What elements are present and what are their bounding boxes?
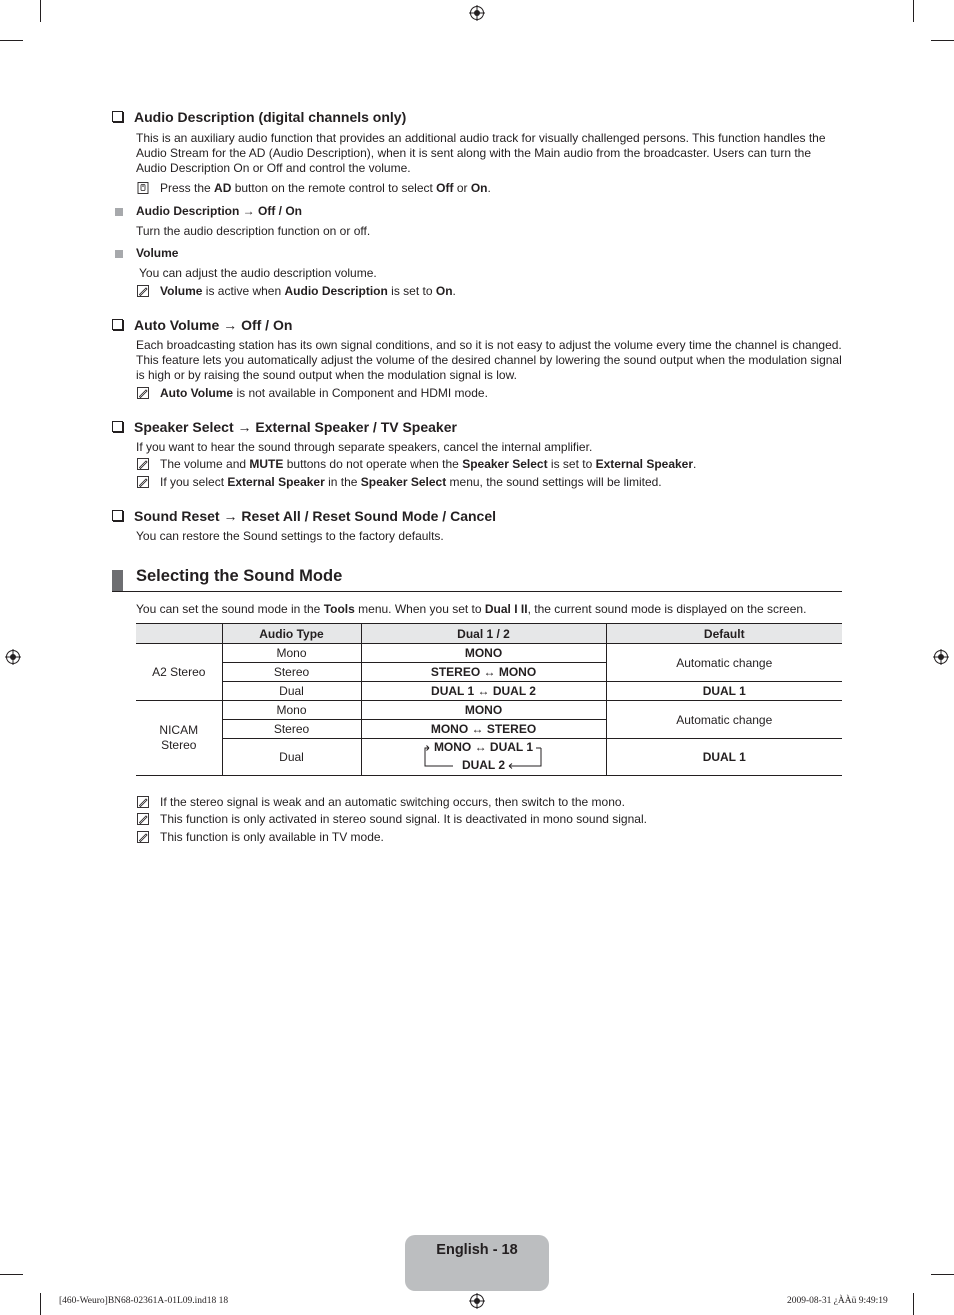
row-group-label <box>136 701 222 776</box>
speaker-select-body: If you want to hear the sound through separate speakers, cancel the internal amplifier. <box>136 440 593 454</box>
section-title-audio-description: Audio Description (digital channels only) <box>112 109 406 125</box>
audio-type-cell: Mono <box>222 701 361 720</box>
dual-cell: MONO <box>361 644 606 663</box>
audio-type-cell: Mono <box>222 644 361 663</box>
crop-mark <box>913 0 914 22</box>
section-title-auto-volume: Auto Volume → Off / On <box>112 317 292 333</box>
registration-mark-icon <box>469 5 485 21</box>
sound-reset-body: You can restore the Sound settings to the factory defaults. <box>136 529 444 543</box>
dual-cycle-line-2: DUAL 2 <box>461 758 506 772</box>
audio-description-body: This is an auxiliary audio function that provides an additional audio track for visually challenged persons. This function handles the Audio Stream for the AD (Audio Description), when it is sent along with the Main audio from the broadcaster. Users can turn the Audio Description On or Off and control the volume. <box>136 131 826 175</box>
cycle-arrow-icon <box>423 745 545 769</box>
dual-cycle-line-1: MONO ↔ DUAL 1 <box>433 740 534 754</box>
print-slug-right: 2009-08-31 ¿ÀÀü 9:49:19 <box>787 1296 888 1306</box>
heading-rule <box>112 591 842 592</box>
checkbox-bullet-icon <box>112 510 123 521</box>
sound-mode-note-3: This function is only available in TV mode. <box>160 830 384 844</box>
note-pencil-icon <box>137 458 149 470</box>
dual-cell: MONO <box>361 701 606 720</box>
row-group-label: A2 Stereo <box>136 644 222 701</box>
dual-cell: DUAL 1 ↔ DUAL 2 <box>361 682 606 701</box>
audio-type-cell: Stereo <box>222 663 361 682</box>
table-header-cell: Dual 1 / 2 <box>361 624 606 644</box>
note-pencil-icon <box>137 831 149 843</box>
square-bullet-icon <box>115 250 123 258</box>
auto-volume-body: Each broadcasting station has its own signal conditions, and so it is not easy to adjust the volume every time the channel is changed. This feature lets you automatically adjust the volume of the desired channel by lowering the sound output when the modulation signal is high or by raising the sound output when the modulation signal is low. <box>136 338 842 382</box>
crop-mark <box>40 0 41 22</box>
print-slug-left: [460-Weuro]BN68-02361A-01L09.ind18 18 <box>59 1296 229 1306</box>
volume-note: Volume is active when Audio Description is set to On. <box>160 284 456 298</box>
note-pencil-icon <box>137 796 149 808</box>
dual-cell: STEREO ↔ MONO <box>361 663 606 682</box>
default-cell: Automatic change <box>606 701 842 739</box>
section-title-sound-reset: Sound Reset → Reset All / Reset Sound Mode / Cancel <box>112 508 496 524</box>
table-row <box>136 701 842 720</box>
table-header-row <box>136 624 842 644</box>
registration-mark-icon <box>933 649 949 665</box>
default-cell: DUAL 1 <box>606 739 842 776</box>
section-title-speaker-select: Speaker Select → External Speaker / TV Speaker <box>112 419 457 435</box>
checkbox-bullet-icon <box>112 421 123 432</box>
sound-mode-note-2: This function is only activated in stereo sound signal. It is deactivated in mono sound signal. <box>160 812 647 826</box>
subsection-title-volume: Volume <box>136 246 179 260</box>
speaker-select-note-2: If you select External Speaker in the Speaker Select menu, the sound settings will be limited. <box>160 475 662 489</box>
page-number: English - 18 <box>436 1242 518 1258</box>
dual-cycle-cell <box>361 739 606 776</box>
note-pencil-icon <box>137 813 149 825</box>
nicam-label: NICAM Stereo <box>159 723 199 752</box>
default-cell: DUAL 1 <box>606 682 842 701</box>
checkbox-bullet-icon <box>112 319 123 330</box>
subsection-title-ad-onoff: Audio Description → Off / On <box>136 204 302 218</box>
note-pencil-icon <box>137 387 149 399</box>
default-cell: Automatic change <box>606 644 842 682</box>
table-row <box>136 644 842 663</box>
sound-mode-table <box>136 623 842 776</box>
crop-mark <box>931 40 954 41</box>
table-header-cell <box>136 624 222 644</box>
audio-type-cell: Dual <box>222 682 361 701</box>
registration-mark-icon <box>5 649 21 665</box>
dual-cell: MONO ↔ STEREO <box>361 720 606 739</box>
note-pencil-icon <box>137 476 149 488</box>
crop-mark <box>0 1274 23 1275</box>
speaker-select-note-1: The volume and MUTE buttons do not operate when the Speaker Select is set to External Speaker. <box>160 457 697 471</box>
sound-mode-intro: You can set the sound mode in the Tools menu. When you set to Dual I II, the current sound mode is displayed on the screen. <box>136 602 807 616</box>
audio-type-cell: Stereo <box>222 720 361 739</box>
subsection-text-ad-onoff: Turn the audio description function on or off. <box>136 224 371 238</box>
table-header-cell: Audio Type <box>222 624 361 644</box>
square-bullet-icon <box>115 208 123 216</box>
note-pencil-icon <box>137 285 149 297</box>
registration-mark-icon <box>469 1293 485 1309</box>
subsection-text-volume: You can adjust the audio description volume. <box>139 266 377 280</box>
crop-mark <box>40 1293 41 1315</box>
crop-mark <box>913 1293 914 1315</box>
table-row <box>136 682 842 701</box>
table-header-cell: Default <box>606 624 842 644</box>
sound-mode-note-1: If the stereo signal is weak and an automatic switching occurs, then switch to the mono. <box>160 795 625 809</box>
remote-control-icon <box>137 182 149 194</box>
auto-volume-note: Auto Volume is not available in Component and HDMI mode. <box>160 386 488 400</box>
checkbox-bullet-icon <box>112 111 123 122</box>
audio-type-cell: Dual <box>222 739 361 776</box>
heading-bar <box>112 570 123 591</box>
audio-description-note: Press the AD button on the remote control to select Off or On. <box>160 181 491 195</box>
table-row <box>136 739 842 776</box>
crop-mark <box>0 40 23 41</box>
crop-mark <box>931 1274 954 1275</box>
page-heading: Selecting the Sound Mode <box>136 567 343 585</box>
